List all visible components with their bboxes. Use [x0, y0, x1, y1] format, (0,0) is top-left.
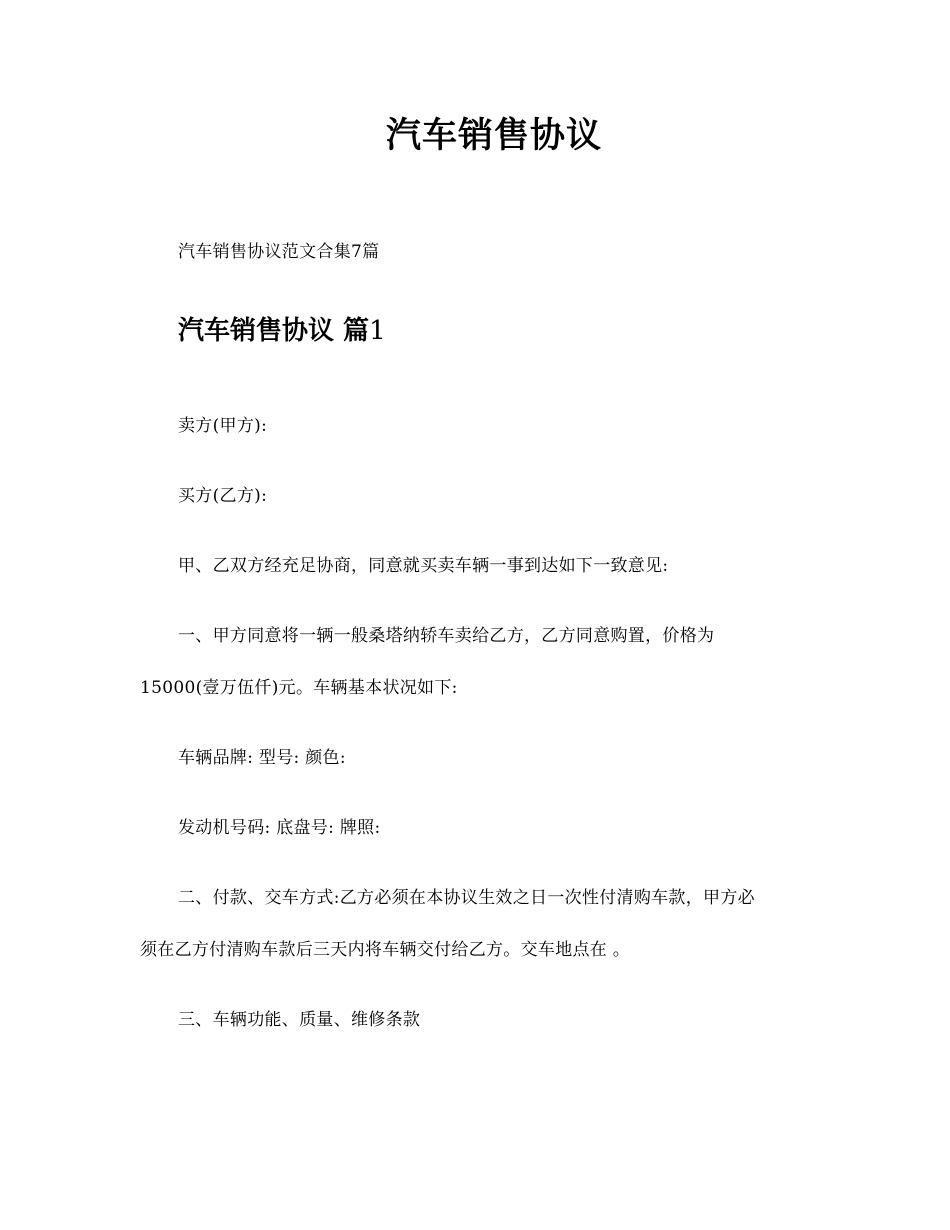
seller-line: 卖方(甲方):	[178, 416, 268, 436]
section-heading	[178, 313, 386, 349]
clause-two-line-1: 二、付款、交车方式:乙方必须在本协议生效之日一次性付清购车款，甲方必	[178, 888, 755, 908]
vehicle-engine-line: 发动机号码: 底盘号: 牌照:	[178, 818, 381, 838]
clause-three-heading: 三、车辆功能、质量、维修条款	[178, 1010, 421, 1030]
clause-two-line-2: 须在乙方付清购车款后三天内将车辆交付给乙方。交车地点在 。	[140, 940, 631, 960]
section-heading-number: 1	[369, 316, 386, 346]
vehicle-brand-line: 车辆品牌: 型号: 颜色:	[178, 748, 346, 768]
section-heading-label: 汽车销售协议 篇	[178, 316, 370, 346]
document-title: 汽车销售协议	[385, 115, 602, 156]
clause-one-line-1: 一、甲方同意将一辆一般桑塔纳轿车卖给乙方，乙方同意购置，价格为	[178, 626, 715, 646]
agreement-intro: 甲、乙双方经充足协商，同意就买卖车辆一事到达如下一致意见:	[178, 556, 669, 576]
document-subtitle: 汽车销售协议范文合集7篇	[178, 242, 380, 262]
buyer-line: 买方(乙方):	[178, 486, 268, 506]
clause-one-line-2: 15000(壹万伍仟)元。车辆基本状况如下:	[140, 678, 458, 698]
